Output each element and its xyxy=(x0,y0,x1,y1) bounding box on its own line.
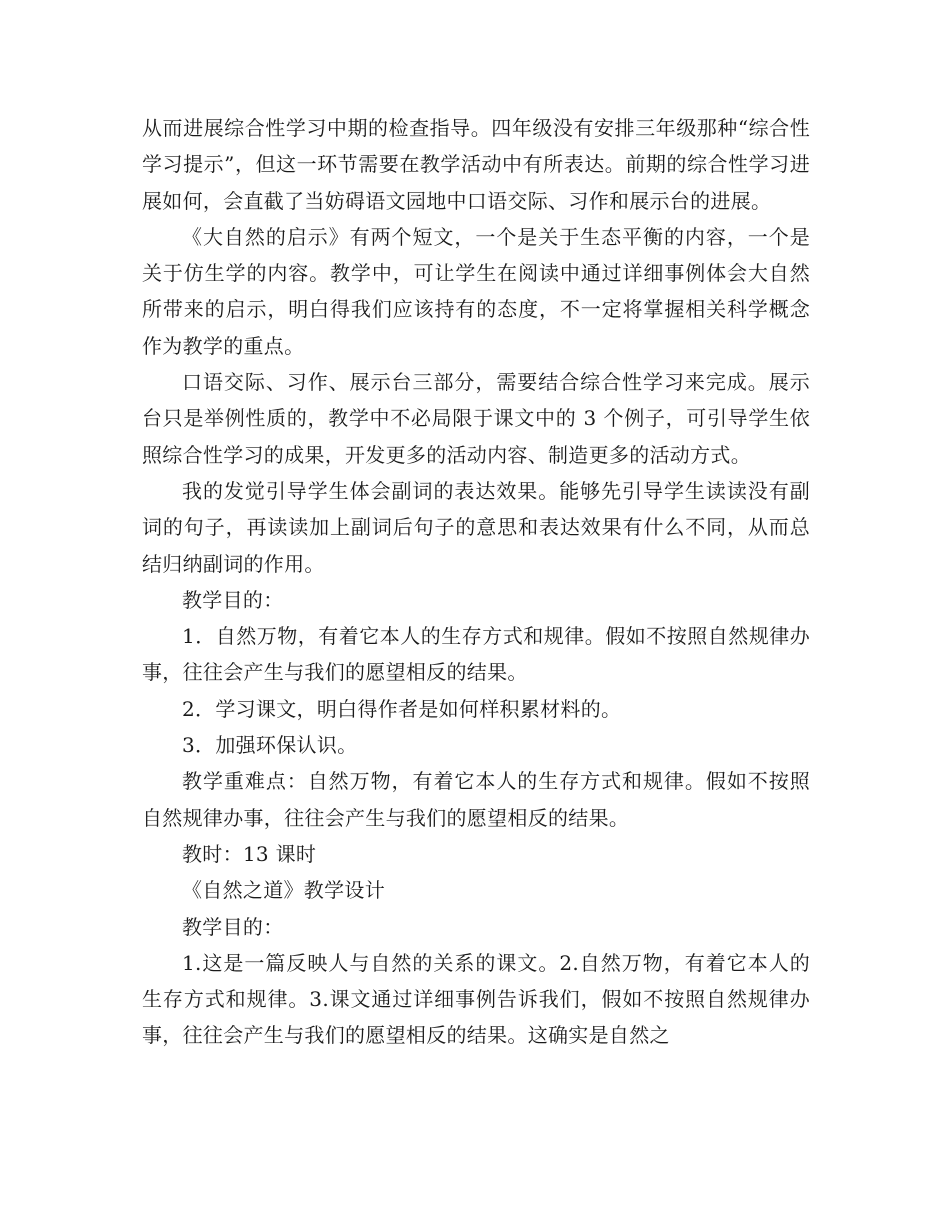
goal-item-1: 1．自然万物，有着它本人的生存方式和规律。假如不按照自然规律办事，往往会产生与我们的愿望相反的结果。 xyxy=(142,624,810,685)
heading-teaching-goals: 教学目的： xyxy=(182,587,284,612)
paragraph-lesson-goals: 1.这是一篇反映人与自然的关系的课文。2.自然万物，有着它本人的生存方式和规律。3.课文通过详细事例告诉我们，假如不按照自然规律办事，往往会产生与我们的愿望相反的结果。这确实是自然之 xyxy=(142,950,810,1048)
paragraph-class-hours: 教时：13 课时 xyxy=(182,841,317,866)
heading-lesson-design: 《自然之道》教学设计 xyxy=(182,878,385,903)
heading-teaching-goals-2: 教学目的： xyxy=(182,914,284,939)
paragraph-nature-inspiration: 《大自然的启示》有两个短文，一个是关于生态平衡的内容，一个是关于仿生学的内容。教学中，可让学生在阅读中通过详细事例体会大自然所带来的启示，明白得我们应该持有的态度，不一定将掌握相关科学概念作为教学的重点。 xyxy=(142,224,810,358)
paragraph-key-difficulties: 教学重难点：自然万物，有着它本人的生存方式和规律。假如不按照自然规律办事，往往会产生与我们的愿望相反的结果。 xyxy=(142,769,810,830)
paragraph-intro-continuation: 从而进展综合性学习中期的检查指导。四年级没有安排三年级那种“综合性学习提示”，但这一环节需要在教学活动中有所表达。前期的综合性学习进展如何，会直截了当妨碍语文园地中口语交际、习作和展示台的进展。 xyxy=(142,116,810,213)
paragraph-oral-communication: 口语交际、习作、展示台三部分，需要结合综合性学习来完成。展示台只是举例性质的，教学中不必局限于课文中的 3 个例子，可引导学生依照综合性学习的成果，开发更多的活动内容、制造更多的活动方式。 xyxy=(142,370,810,467)
goal-item-3: 3．加强环保认识。 xyxy=(182,733,358,758)
paragraph-adverb-discovery: 我的发觉引导学生体会副词的表达效果。能够先引导学生读读没有副词的句子，再读读加上副词后句子的意思和表达效果有什么不同，从而总结归纳副词的作用。 xyxy=(142,478,810,576)
document-body xyxy=(142,110,810,1054)
goal-item-2: 2．学习课文，明白得作者是如何样积累材料的。 xyxy=(182,696,622,721)
